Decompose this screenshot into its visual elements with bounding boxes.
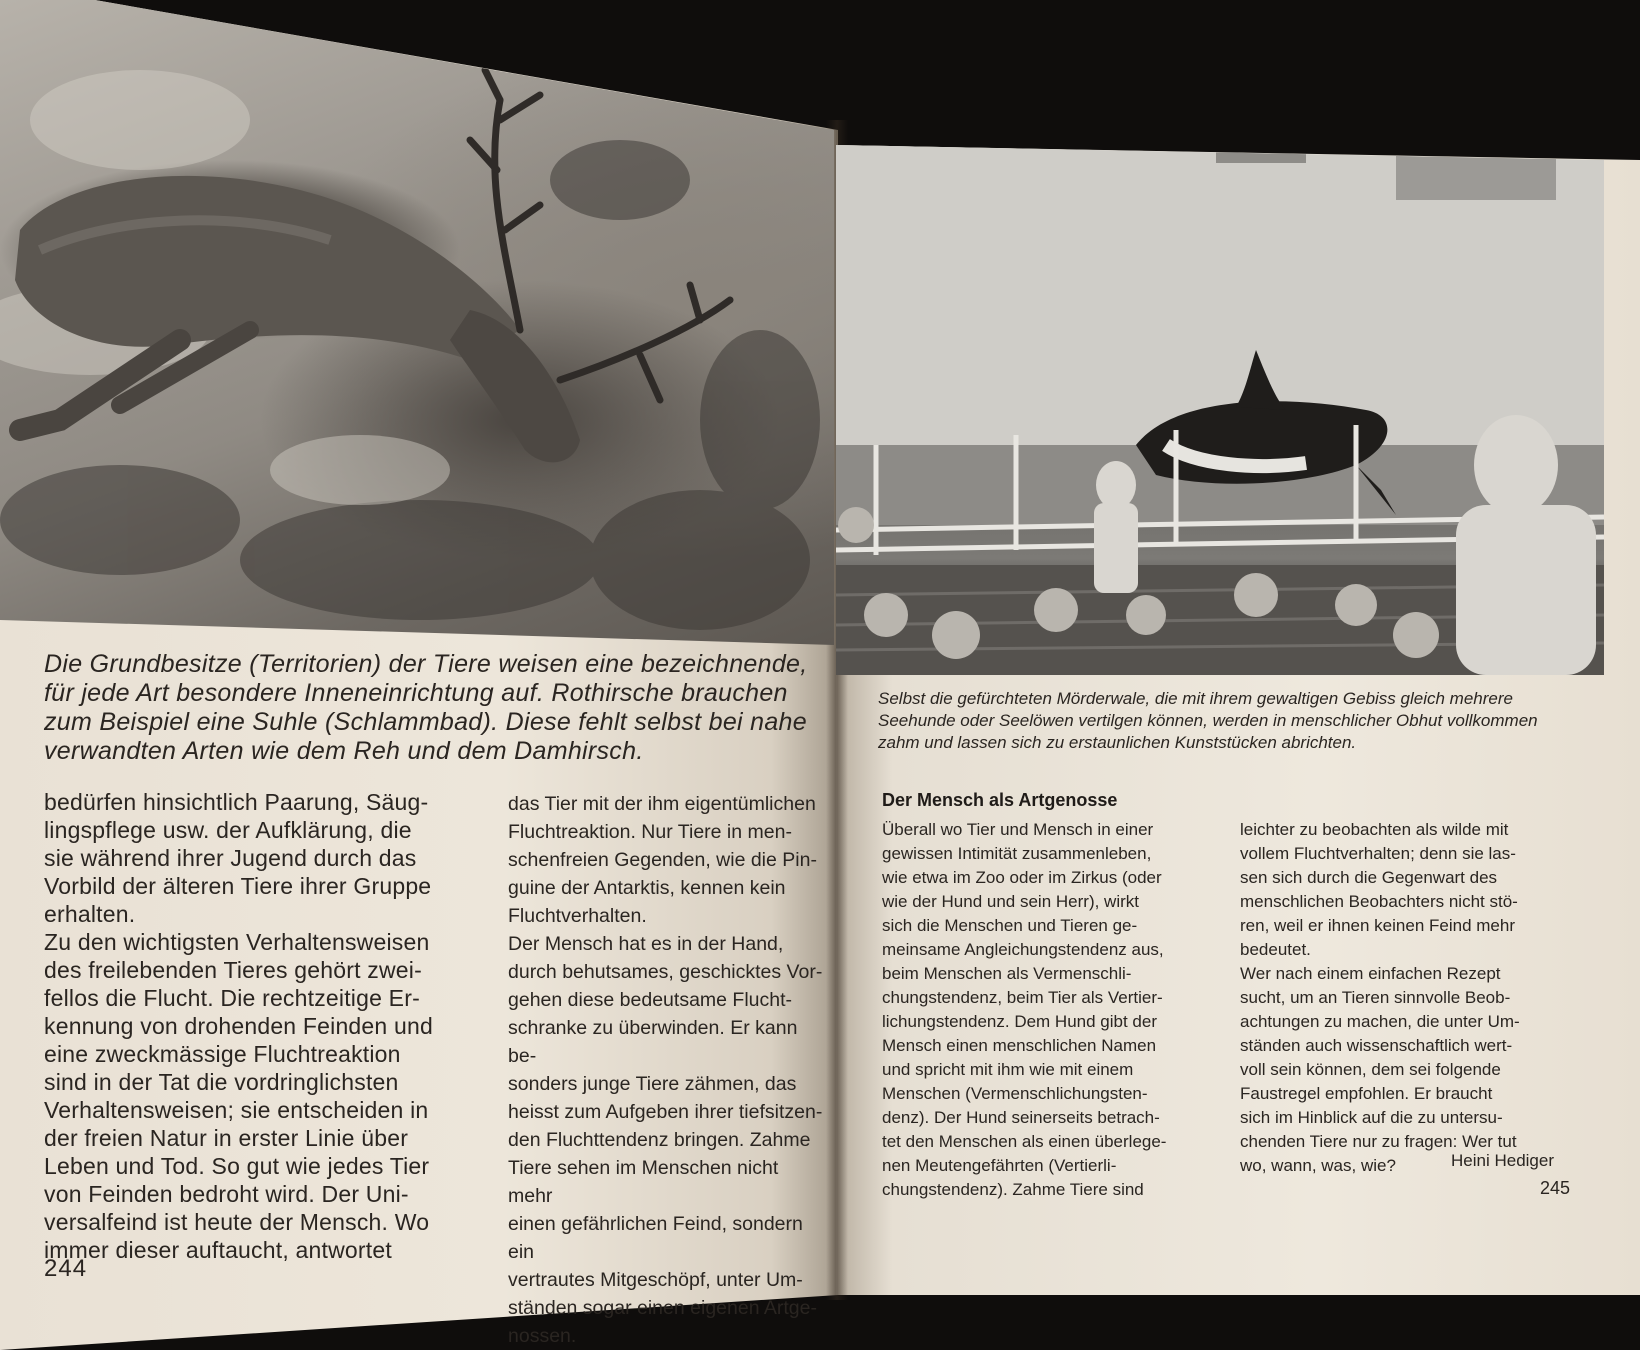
page-number-left: 244	[44, 1255, 88, 1282]
right-text-column-1: Überall wo Tier und Mensch in einer gewissen Intimität zusammenleben, wie etwa im Zoo oder im Zirkus (oder wie der Hund und sein Herr), wirkt sich die Menschen und Tieren ge- meinsame Angleichungstendenz aus, beim Menschen als Vermenschli- chungstendenz, beim Tier als Vertier- lichungstendenz. Dem Hund gibt der Mensch einen menschlichen Namen und spricht mit ihm wie mit einem Menschen (Vermenschlichungsten- denz). Der Hund seinerseits betrach- tet den Menschen als einen überlege- nen Meutengefährten (Vertierli- chungstendenz). Zahme Tiere sind	[882, 820, 1167, 1199]
left-text-column-2: das Tier mit der ihm eigentümlichen Fluchtreaktion. Nur Tiere in men- schenfreien Gegenden, wie die Pin- guine der Antarktis, kennen kein Fluchtverhalten. Der Mensch hat es in der Hand, durch behutsames, geschicktes Vor- gehen diese bedeutsame Flucht- schranke zu überwinden. Er kann be- sonders junge Tiere zähmen, das heisst zum Aufgeben ihrer tiefsitzen- den Fluchttendenz bringen. Zahme Tiere sehen im Menschen nicht mehr einen gefährlichen Feind, sondern ein vertrautes Mitgeschöpf, unter Um- ständen sogar einen eigenen Artge- nossen.	[508, 793, 823, 1347]
right-text-column-2: leichter zu beobachten als wilde mit vollem Fluchtverhalten; denn sie las- sen sich durch die Gegenwart des menschlichen Beobachters nicht stö- ren, weil er ihnen keinen Feind mehr bedeutet. Wer nach einem einfachen Rezept sucht, um an Tieren sinnvolle Beob- achtungen zu machen, die unter Um- ständen auch wissenschaftlich wert- voll sein können, dem sei folgende Faustregel empfohlen. Er braucht sich im Hinblick auf die zu untersu- chenden Tiere nur zu fragen: Wer tut wo, wann, was, wie?	[1240, 820, 1520, 1175]
author-signature: Heini Hediger	[1451, 1151, 1554, 1170]
photo-killer-whale-show	[836, 145, 1604, 675]
left-photo-caption: Die Grundbesitze (Territorien) der Tiere weisen eine bezeichnende, für jede Art besondere Inneneinrichtung auf. Rothirsche brauchen zum Beispiel eine Suhle (Schlammbad). Diese fehlt selbst bei nahe verwandten Arten wie dem Reh und dem Damhirsch.	[44, 650, 808, 765]
page-number-right: 245	[1540, 1178, 1571, 1198]
right-photo-caption: Selbst die gefürchteten Mörderwale, die mit ihrem gewaltigen Gebiss gleich mehrere Seehunde oder Seelöwen vertilgen können, werden in menschlicher Obhut vollkommen zahm und lassen sich zu erstaunlichen Kunststücken abrichten.	[878, 689, 1538, 752]
deer-illustration	[0, 0, 834, 645]
section-heading: Der Mensch als Artgenosse	[882, 790, 1118, 810]
left-text-column-1: bedürfen hinsichtlich Paarung, Säug- lingspflege usw. der Aufklärung, die sie während ihrer Jugend durch das Vorbild der älteren Tiere ihrer Gruppe erhalten. Zu den wichtigsten Verhaltensweisen des freilebenden Tieres gehört zwei- fellos die Flucht. Die rechtzeitige Er- kennung von drohenden Feinden und eine zweckmässige Fluchtreaktion sind in der Tat die vordringlichsten Verhaltensweisen; sie entscheiden in der freien Natur in erster Linie über Leben und Tod. So gut wie jedes Tier von Feinden bedroht wird. Der Uni- versalfeind ist heute der Mensch. Wo immer dieser auftaucht, antwortet	[44, 789, 433, 1263]
whale-illustration	[836, 145, 1604, 675]
photo-red-deer-wallow	[0, 0, 834, 645]
